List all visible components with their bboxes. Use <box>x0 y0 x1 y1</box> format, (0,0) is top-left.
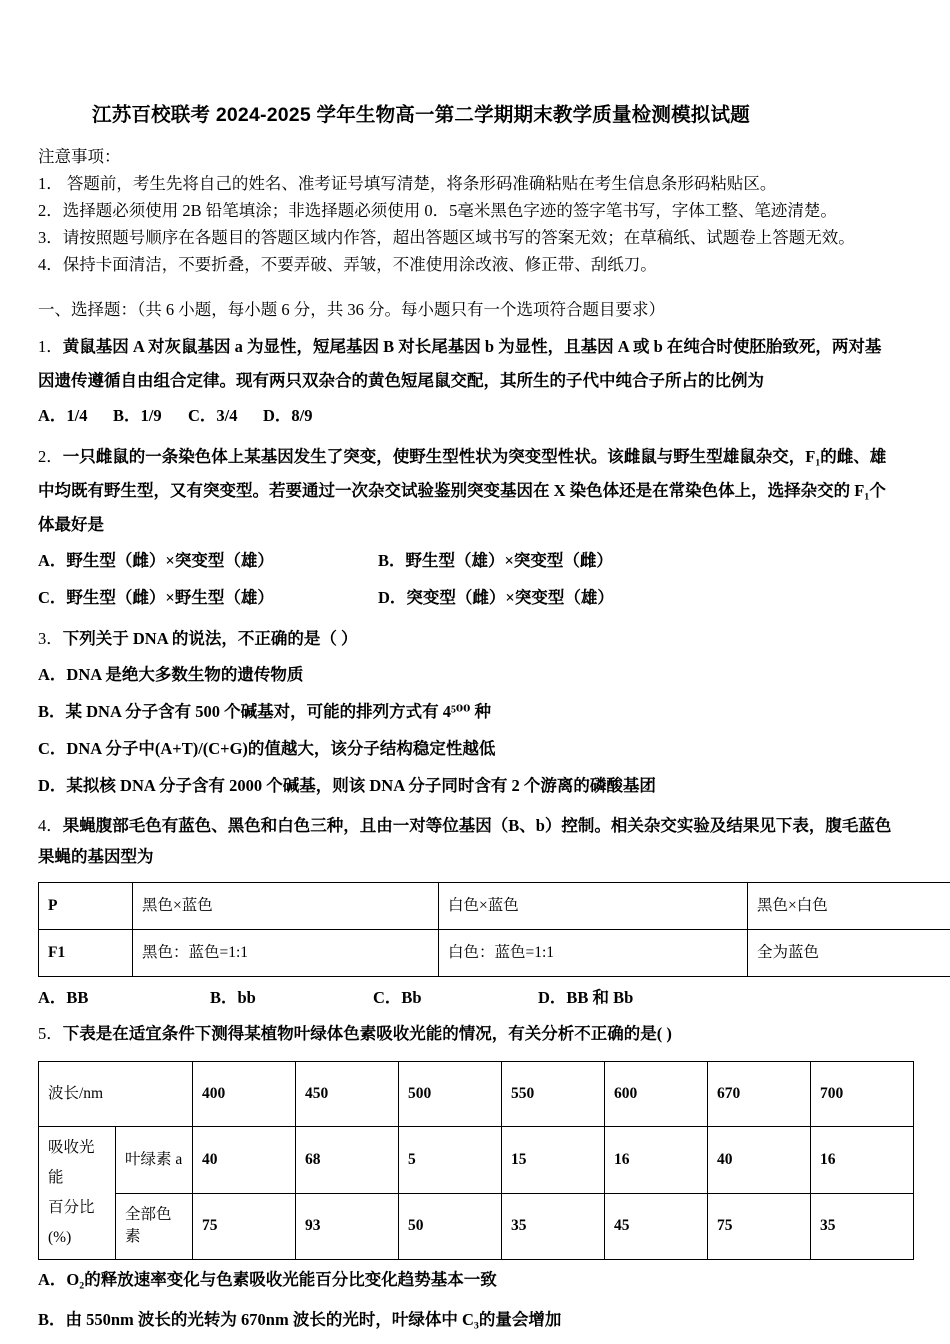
question-2-stem-line1: 2．一只雌鼠的一条染色体上某基因发生了突变，使野生型性状为突变型性状。该雌鼠与野生型雄鼠杂交，F₁的雌、雄 <box>38 447 887 466</box>
option-3-d[interactable]: D．某拟核 DNA 分子含有 2000 个碱基，则该 DNA 分子同时含有 2 个游离的磷酸基团 <box>38 776 656 795</box>
question-2 <box>38 440 918 616</box>
option-3-b[interactable]: B．某 DNA 分子含有 500 个碱基对，可能的排列方式有 4⁵⁰⁰ 种 <box>38 702 491 721</box>
cross-table-p-cell-3: 黑色×白色 <box>748 883 950 930</box>
question-2-options-row-2 <box>38 579 918 616</box>
question-1-text-line1: 黄鼠基因 A 对灰鼠基因 a 为显性，短尾基因 B 对长尾基因 b 为显性，且基因 A 或 b 在纯合时使胚胎致死，两对基 <box>62 337 882 356</box>
table-row <box>39 1062 914 1127</box>
question-4-options <box>38 979 918 1017</box>
table-row <box>39 1193 914 1260</box>
question-1-options <box>38 398 918 434</box>
notice-item-4: 4．保持卡面清洁，不要折叠，不要弄破、弄皱，不准使用涂改液、修正带、刮纸刀。 <box>38 255 657 274</box>
pigment-row1-value-1: 40 <box>193 1127 296 1194</box>
question-2-stem-line3: 体最好是 <box>38 515 104 534</box>
table-row <box>39 930 950 977</box>
option-1-c[interactable]: C．3/4 <box>188 406 238 425</box>
pigment-row2-value-4: 35 <box>502 1193 605 1260</box>
pigment-table-wavelength-4: 550 <box>502 1062 605 1127</box>
question-2-number: 2． <box>38 447 63 466</box>
option-1-b[interactable]: B．1/9 <box>113 406 162 425</box>
option-1-a[interactable]: A．1/4 <box>38 406 88 425</box>
page-content <box>38 100 918 1340</box>
option-4-a[interactable]: A．BB <box>38 988 89 1007</box>
pigment-row1-value-6: 40 <box>708 1127 811 1194</box>
option-3-a[interactable]: A．DNA 是绝大多数生物的遗传物质 <box>38 665 304 684</box>
cross-experiment-table <box>38 882 950 977</box>
option-5-b[interactable]: B．由 550nm 波长的光转为 670nm 波长的光时，叶绿体中 C₃的量会增加 <box>38 1310 562 1329</box>
pigment-table-group-label-line2: 百分比(%) <box>48 1199 95 1246</box>
question-2-options-row-1 <box>38 542 918 579</box>
pigment-table-row-name-1: 叶绿素 a <box>116 1127 193 1194</box>
cross-table-row-label-f1: F1 <box>39 930 133 977</box>
pigment-table-wavelength-5: 600 <box>605 1062 708 1127</box>
cross-table-f1-cell-2: 白色：蓝色=1:1 <box>439 930 748 977</box>
pigment-row1-value-3: 5 <box>399 1127 502 1194</box>
table-row <box>39 1127 914 1194</box>
question-4-stem-line1: 4．果蝇腹部毛色有蓝色、黑色和白色三种，且由一对等位基因（B、b）控制。相关杂交实验及结果见下表，腹毛蓝色 <box>38 816 892 835</box>
cross-table-p-cell-1: 黑色×蓝色 <box>133 883 439 930</box>
pigment-row2-value-5: 45 <box>605 1193 708 1260</box>
option-2-d[interactable]: D．突变型（雌）×突变型（雄） <box>378 588 614 607</box>
notice-item-3: 3．请按照题号顺序在各题目的答题区域内作答，超出答题区域书写的答案无效；在草稿纸、试题卷上答题无效。 <box>38 228 855 247</box>
pigment-row2-value-6: 75 <box>708 1193 811 1260</box>
question-5-number: 5． <box>38 1024 63 1043</box>
pigment-table-wavelength-2: 450 <box>296 1062 399 1127</box>
notice-heading: 注意事项： <box>38 147 121 166</box>
option-2-a[interactable]: A．野生型（雌）×突变型（雄） <box>38 551 274 570</box>
question-4-stem-line2: 果蝇的基因型为 <box>38 847 154 866</box>
table-row <box>39 883 950 930</box>
pigment-row1-value-4: 15 <box>502 1127 605 1194</box>
question-3 <box>38 622 918 804</box>
question-3-options <box>38 656 918 804</box>
pigment-table-wavelength-7: 700 <box>811 1062 914 1127</box>
pigment-table-wavelength-6: 670 <box>708 1062 811 1127</box>
question-5-stem: 5．下表是在适宜条件下测得某植物叶绿体色素吸收光能的情况，有关分析不正确的是( ) <box>38 1024 672 1043</box>
option-5-a[interactable]: A．O₂的释放速率变化与色素吸收光能百分比变化趋势基本一致 <box>38 1270 497 1289</box>
option-4-d[interactable]: D．BB 和 Bb <box>538 988 634 1007</box>
question-1-stem-line1 <box>38 330 918 364</box>
question-2-stem-line2: 中均既有野生型，又有突变型。若要通过一次杂交试验鉴别突变基因在 X 染色体还是在常染色体上，选择杂交的 F₁个 <box>38 481 886 500</box>
cross-table-p-cell-2: 白色×蓝色 <box>439 883 748 930</box>
question-1-number: 1． <box>38 337 63 356</box>
pigment-row1-value-5: 16 <box>605 1127 708 1194</box>
page-title: 江苏百校联考 2024-2025 学年生物高一第二学期期末教学质量检测模拟试题 <box>92 104 750 126</box>
cross-table-f1-cell-3: 全为蓝色 <box>748 930 950 977</box>
option-2-b[interactable]: B．野生型（雄）×突变型（雌） <box>378 551 613 570</box>
option-2-c[interactable]: C．野生型（雌）×野生型（雄） <box>38 588 274 607</box>
pigment-row2-value-2: 93 <box>296 1193 399 1260</box>
notice-item-2: 2．选择题必须使用 2B 铅笔填涂；非选择题必须使用 0．5毫米黑色字迹的签字笔书写，字体工整、笔迹清楚。 <box>38 201 837 220</box>
pigment-row2-value-3: 50 <box>399 1193 502 1260</box>
question-3-stem: 3．下列关于 DNA 的说法，不正确的是（ ） <box>38 629 358 648</box>
pigment-table-header-label: 波长/nm <box>39 1062 193 1127</box>
pigment-row2-value-7: 35 <box>811 1193 914 1260</box>
pigment-table-wavelength-3: 500 <box>399 1062 502 1127</box>
question-4-number: 4． <box>38 816 63 835</box>
notice-block <box>38 144 918 278</box>
pigment-table-group-label-line1: 吸收光能 <box>48 1139 95 1186</box>
question-1-stem-line2: 因遗传遵循自由组合定律。现有两只双杂合的黄色短尾鼠交配，其所生的子代中纯合子所占的比例为 <box>38 371 764 390</box>
question-5 <box>38 1017 918 1051</box>
option-4-c[interactable]: C．Bb <box>373 988 422 1007</box>
pigment-absorption-table <box>38 1061 914 1260</box>
pigment-table-group-label <box>39 1127 116 1260</box>
pigment-row2-value-1: 75 <box>193 1193 296 1260</box>
option-1-d[interactable]: D．8/9 <box>263 406 313 425</box>
cross-table-row-label-p: P <box>39 883 133 930</box>
option-4-b[interactable]: B．bb <box>210 988 256 1007</box>
question-3-number: 3． <box>38 629 63 648</box>
pigment-row1-value-7: 16 <box>811 1127 914 1194</box>
question-4 <box>38 810 918 872</box>
pigment-table-row-name-2: 全部色素 <box>116 1193 193 1260</box>
option-3-c[interactable]: C．DNA 分子中(A+T)/(C+G)的值越大，该分子结构稳定性越低 <box>38 739 496 758</box>
pigment-row1-value-2: 68 <box>296 1127 399 1194</box>
section-heading: 一、选择题：（共 6 小题，每小题 6 分，共 36 分。每小题只有一个选项符合题目要求） <box>38 300 665 319</box>
pigment-table-wavelength-1: 400 <box>193 1062 296 1127</box>
cross-table-f1-cell-1: 黑色：蓝色=1:1 <box>133 930 439 977</box>
question-1 <box>38 330 918 434</box>
notice-item-1: 1． 答题前，考生先将自己的姓名、准考证号填写清楚，将条形码准确粘贴在考生信息条形码粘贴区。 <box>38 174 777 193</box>
